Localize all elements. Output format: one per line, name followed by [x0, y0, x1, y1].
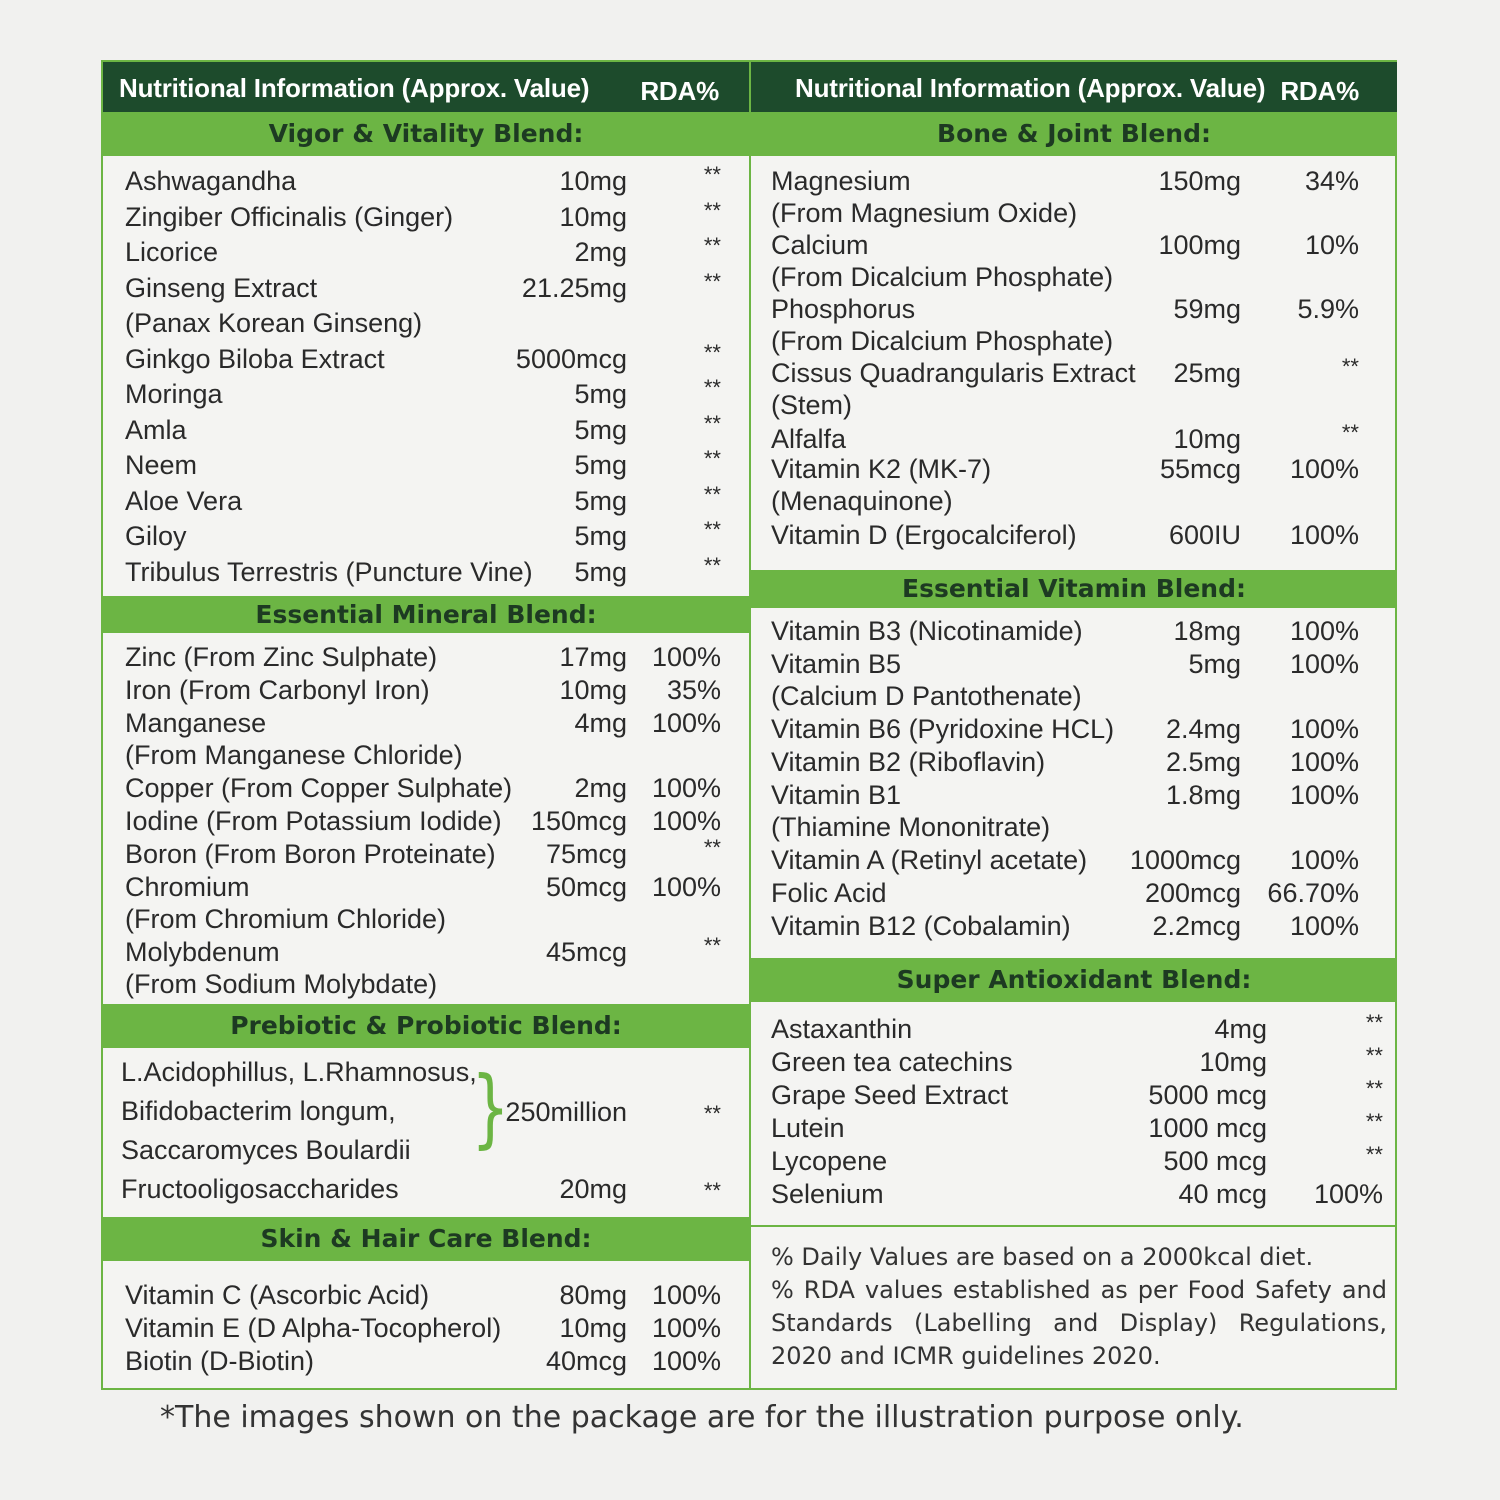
nutrient-row	[751, 520, 1397, 554]
nutrient-rda: **	[1341, 420, 1359, 445]
nutrient-qty: 2mg	[574, 237, 627, 267]
nutrient-row	[751, 1109, 1397, 1147]
nutrient-qty: 200mcg	[1144, 878, 1241, 908]
nutrient-source: (Menaquinone)	[771, 486, 953, 516]
nutrient-rda: 100%	[1289, 911, 1359, 941]
nutrient-rda: 100%	[651, 872, 721, 902]
nutrient-row	[751, 420, 1397, 458]
nutrient-source: (From Manganese Chloride)	[125, 740, 463, 770]
nutrient-row	[103, 806, 749, 840]
nutrient-rda: **	[703, 835, 721, 860]
nutrient-name: Giloy	[125, 521, 187, 551]
nutrient-row	[103, 233, 749, 271]
nutrient-rda: **	[703, 517, 721, 542]
left-header	[103, 62, 749, 112]
nutrient-rda: 100%	[651, 1280, 721, 1310]
skin-band: Skin & Hair Care Blend:	[103, 1217, 749, 1261]
nutrient-source: (From Sodium Molybdate)	[125, 969, 438, 999]
footnote	[751, 1225, 1397, 1388]
vigor-band: Vigor & Vitality Blend:	[103, 112, 749, 156]
left-header-title: Nutritional Information (Approx. Value)	[119, 73, 590, 103]
nutrient-row	[103, 375, 749, 413]
nutrient-rda: **	[703, 268, 721, 294]
nutrient-row	[103, 835, 749, 873]
probiotic-section	[103, 1057, 749, 1217]
nutrient-row	[751, 845, 1397, 879]
footnote-line-1: % Daily Values are based on a 2000kcal diet.	[771, 1243, 1314, 1271]
nutrient-source: (From Dicalcium Phosphate)	[771, 262, 1114, 292]
nutrient-rda: **	[1365, 1076, 1383, 1101]
nutrient-qty: 75mcg	[545, 839, 627, 869]
nutrient-row	[751, 354, 1397, 420]
nutrient-rda: **	[703, 339, 721, 365]
nutrient-qty: 5000 mcg	[1148, 1080, 1267, 1110]
nutrient-row	[103, 517, 749, 555]
nutrient-name: Tribulus Terrestris (Puncture Vine)	[125, 556, 533, 587]
probiotic-rda: **	[703, 1101, 721, 1126]
nutrient-row	[751, 780, 1397, 842]
nutrient-row	[103, 446, 749, 484]
nutrient-name: Vitamin B12 (Cobalamin)	[771, 911, 1071, 941]
nutrient-qty: 10mg	[559, 201, 627, 232]
nutrient-qty: 10mg	[559, 166, 627, 196]
nutrient-name: Phosphorus	[771, 294, 916, 324]
nutrient-qty: 17mg	[559, 642, 627, 672]
nutrient-rda: 100%	[1289, 747, 1359, 777]
nutrient-qty: 10mg	[1173, 424, 1241, 454]
nutrient-row	[751, 1142, 1397, 1180]
nutrient-row	[751, 747, 1397, 781]
nutrient-qty: 2.5mg	[1165, 747, 1241, 777]
nutrition-label	[101, 60, 1397, 1390]
nutrient-row	[103, 268, 749, 338]
nutrient-rda: 100%	[651, 1313, 721, 1343]
nutrient-qty: 2.2mcg	[1152, 911, 1241, 941]
nutrient-name: Grape Seed Extract	[771, 1080, 1009, 1110]
nutrient-rda: 35%	[666, 675, 721, 705]
nutrient-name: Boron (From Boron Proteinate)	[125, 839, 496, 869]
nutrient-name: Vitamin B2 (Riboflavin)	[771, 747, 1046, 777]
nutrient-row	[751, 1043, 1397, 1081]
nutrient-row	[103, 1313, 749, 1347]
nutrient-rda: 100%	[651, 1346, 721, 1376]
nutrient-source: (Calcium D Pantothenate)	[771, 681, 1082, 711]
nutrient-name: Neem	[125, 450, 198, 480]
nutrient-rda: 100%	[651, 806, 721, 836]
right-header-title: Nutritional Information (Approx. Value)	[795, 73, 1266, 103]
nutrient-row	[103, 773, 749, 807]
nutrient-row	[103, 675, 749, 709]
nutrient-name: Ginkgo Biloba Extract	[125, 343, 385, 374]
nutrient-qty: 100mg	[1158, 230, 1241, 260]
fos-rda: **	[703, 1178, 721, 1203]
nutrient-row	[103, 552, 749, 591]
nutrient-rda: **	[1365, 1010, 1383, 1035]
left-column	[103, 62, 751, 1388]
footnote-line-2: % RDA values established as per Food Safety and Standards (Labelling and Display) Regulations, 2020 and ICMR guidelines 2020.	[771, 1276, 1387, 1370]
nutrient-name: Amla	[125, 414, 187, 445]
nutrient-qty: 1.8mg	[1165, 780, 1241, 810]
nutrient-row	[751, 1076, 1397, 1114]
nutrient-name: Astaxanthin	[771, 1014, 913, 1044]
nutrient-name: Vitamin D (Ergocalciferol)	[771, 520, 1077, 550]
nutrient-rda: **	[1365, 1109, 1383, 1134]
nutrient-name: Copper (From Copper Sulphate)	[125, 773, 513, 803]
nutrient-name: Aloe Vera	[125, 485, 243, 516]
nutrient-rda: **	[703, 197, 721, 223]
nutrient-qty: 150mcg	[530, 806, 627, 836]
probiotic-line-2: Bifidobacterim longum,	[121, 1096, 396, 1126]
nutrient-qty: 40 mcg	[1178, 1179, 1267, 1209]
nutrient-row	[103, 1280, 749, 1314]
nutrient-name: Zinc (From Zinc Sulphate)	[125, 642, 438, 672]
nutrient-rda: 100%	[1289, 616, 1359, 646]
fos-row	[103, 1174, 749, 1208]
nutrient-rda: **	[703, 933, 721, 958]
nutrient-qty: 50mcg	[545, 872, 627, 902]
nutrient-qty: 2mg	[574, 773, 627, 803]
nutrient-name: Ginseng Extract	[125, 272, 318, 303]
fos-qty: 20mg	[559, 1174, 627, 1204]
nutrient-qty: 10mg	[1199, 1047, 1267, 1077]
nutrient-name: Cissus Quadrangularis Extract	[771, 358, 1136, 388]
nutrient-name: Vitamin B5	[771, 649, 902, 679]
nutrient-qty: 5mg	[574, 521, 627, 551]
nutrient-source: (Thiamine Mononitrate)	[771, 812, 1051, 842]
nutrient-rda: 100%	[1289, 520, 1359, 550]
nutrient-name: Vitamin C (Ascorbic Acid)	[125, 1280, 430, 1310]
nutrient-source: (Stem)	[771, 390, 852, 420]
nutrient-rda: 10%	[1304, 230, 1359, 260]
nutrient-qty: 1000 mcg	[1148, 1113, 1267, 1143]
nutrient-rda: 66.70%	[1267, 878, 1359, 908]
nutrient-name: Vitamin B1	[771, 780, 902, 810]
nutrient-rda: 100%	[1289, 845, 1359, 875]
nutrient-row	[751, 878, 1397, 912]
curly-brace-icon: }	[471, 1058, 510, 1158]
nutrient-qty: 45mcg	[545, 937, 627, 967]
nutrient-row	[751, 454, 1397, 516]
nutrient-qty: 18mg	[1173, 616, 1241, 646]
nutrient-rda: 100%	[651, 642, 721, 672]
nutrient-source: (Panax Korean Ginseng)	[125, 308, 423, 338]
nutrient-rda: **	[1365, 1142, 1383, 1167]
nutrient-name: Molybdenum	[125, 937, 280, 967]
nutrient-name: Alfalfa	[771, 424, 847, 454]
nutrient-rda: **	[703, 446, 721, 471]
nutrient-qty: 600IU	[1168, 520, 1241, 550]
nutrient-qty: 5mg	[574, 379, 627, 409]
nutrient-rda: **	[1341, 354, 1359, 379]
probiotic-band: Prebiotic & Probiotic Blend:	[103, 1004, 749, 1048]
right-column	[751, 62, 1397, 1388]
nutrient-qty: 5mg	[574, 556, 627, 587]
bone-band: Bone & Joint Blend:	[751, 112, 1397, 156]
nutrient-source: (From Magnesium Oxide)	[771, 198, 1078, 228]
nutrient-rda: 34%	[1304, 166, 1359, 196]
nutrient-qty: 25mg	[1173, 358, 1241, 388]
nutrient-row	[103, 872, 749, 934]
nutrient-row	[751, 294, 1397, 356]
right-header-rda: RDA%	[1280, 76, 1359, 106]
nutrient-qty: 4mg	[574, 708, 627, 738]
nutrient-qty: 40mcg	[545, 1346, 627, 1376]
nutrient-qty: 5000mcg	[515, 343, 627, 374]
nutrient-name: Vitamin K2 (MK-7)	[771, 454, 992, 484]
nutrient-name: Vitamin B3 (Nicotinamide)	[771, 616, 1083, 646]
nutrient-name: Lycopene	[771, 1146, 888, 1176]
nutrient-qty: 10mg	[559, 1313, 627, 1343]
nutrient-row	[103, 1346, 749, 1380]
nutrient-rda: **	[1365, 1043, 1383, 1068]
nutrient-row	[103, 162, 749, 200]
nutrient-qty: 150mg	[1158, 166, 1241, 196]
nutrient-rda: 100%	[1289, 649, 1359, 679]
probiotic-line-3: Saccaromyces Boulardii	[121, 1135, 411, 1165]
nutrient-name: Selenium	[771, 1179, 884, 1209]
nutrient-row	[751, 616, 1397, 650]
nutrient-name: Biotin (D-Biotin)	[125, 1346, 315, 1376]
nutrient-name: Folic Acid	[771, 878, 887, 908]
nutrient-row	[751, 714, 1397, 748]
nutrient-name: Vitamin A (Retinyl acetate)	[771, 845, 1088, 875]
antioxidant-band: Super Antioxidant Blend:	[751, 958, 1397, 1002]
nutrient-qty: 59mg	[1173, 294, 1241, 324]
nutrient-rda: 100%	[1289, 780, 1359, 810]
nutrient-name: Vitamin B6 (Pyridoxine HCL)	[771, 714, 1115, 744]
probiotic-line-1: L.Acidophillus, L.Rhamnosus,	[121, 1057, 477, 1087]
nutrient-rda: **	[703, 233, 721, 258]
nutrient-qty: 21.25mg	[521, 272, 627, 303]
nutrient-name: Green tea catechins	[771, 1047, 1013, 1077]
nutrient-row	[751, 649, 1397, 711]
nutrient-row	[103, 339, 749, 378]
nutrient-row	[103, 197, 749, 236]
nutrient-qty: 4mg	[1214, 1014, 1267, 1044]
nutrient-qty: 5mg	[574, 485, 627, 516]
right-header	[751, 62, 1397, 112]
nutrient-qty: 55mcg	[1159, 454, 1241, 484]
nutrient-row	[103, 933, 749, 999]
probiotic-qty: 250million	[505, 1097, 627, 1127]
nutrient-row	[751, 1010, 1397, 1048]
nutrient-qty: 5mg	[1188, 649, 1241, 679]
nutrient-qty: 5mg	[574, 450, 627, 480]
nutrient-name: Iron (From Carbonyl Iron)	[125, 675, 430, 705]
nutrient-rda: **	[703, 375, 721, 400]
nutrient-row	[103, 481, 749, 520]
nutrient-source: (From Chromium Chloride)	[125, 904, 447, 934]
nutrient-name: Ashwagandha	[125, 166, 297, 196]
nutrient-name: Iodine (From Potassium Iodide)	[125, 806, 502, 836]
nutrient-rda: **	[703, 410, 721, 436]
nutrient-rda: 100%	[1289, 454, 1359, 484]
nutrient-rda: **	[703, 552, 721, 578]
mineral-band: Essential Mineral Blend:	[103, 596, 749, 633]
nutrient-row	[103, 708, 749, 770]
nutrient-qty: 10mg	[559, 675, 627, 705]
nutrient-rda: 100%	[651, 773, 721, 803]
nutrient-row	[751, 911, 1397, 945]
fos-name: Fructooligosaccharides	[121, 1174, 399, 1204]
nutrient-name: Magnesium	[771, 166, 911, 196]
nutrient-name: Zingiber Officinalis (Ginger)	[125, 201, 454, 232]
nutrient-qty: 5mg	[574, 414, 627, 445]
nutrient-row	[751, 1179, 1397, 1213]
nutrient-name: Lutein	[771, 1113, 845, 1143]
nutrient-rda: 100%	[1313, 1179, 1383, 1209]
nutrient-name: Calcium	[771, 230, 869, 260]
nutrient-rda: 100%	[651, 708, 721, 738]
nutrient-name: Vitamin E (D Alpha-Tocopherol)	[125, 1313, 502, 1343]
nutrient-row	[751, 166, 1397, 228]
nutrient-rda: 100%	[1289, 714, 1359, 744]
nutrient-name: Licorice	[125, 237, 219, 267]
nutrient-source: (From Dicalcium Phosphate)	[771, 326, 1114, 356]
nutrient-qty: 1000mcg	[1129, 845, 1241, 875]
nutrient-rda: 5.9%	[1297, 294, 1359, 324]
nutrient-rda: **	[703, 481, 721, 507]
nutrient-qty: 500 mcg	[1163, 1146, 1267, 1176]
nutrient-rda: **	[703, 162, 721, 187]
nutrient-row	[751, 230, 1397, 292]
nutrient-row	[103, 642, 749, 676]
vitamin-band: Essential Vitamin Blend:	[751, 570, 1397, 608]
nutrient-row	[103, 410, 749, 449]
left-header-rda: RDA%	[640, 76, 719, 106]
nutrient-name: Moringa	[125, 379, 223, 409]
nutrient-qty: 80mg	[559, 1280, 627, 1310]
disclaimer: *The images shown on the package are for the illustration purpose only.	[160, 1400, 1244, 1435]
nutrient-name: Manganese	[125, 708, 267, 738]
nutrient-qty: 2.4mg	[1165, 714, 1241, 744]
nutrient-name: Chromium	[125, 872, 250, 902]
